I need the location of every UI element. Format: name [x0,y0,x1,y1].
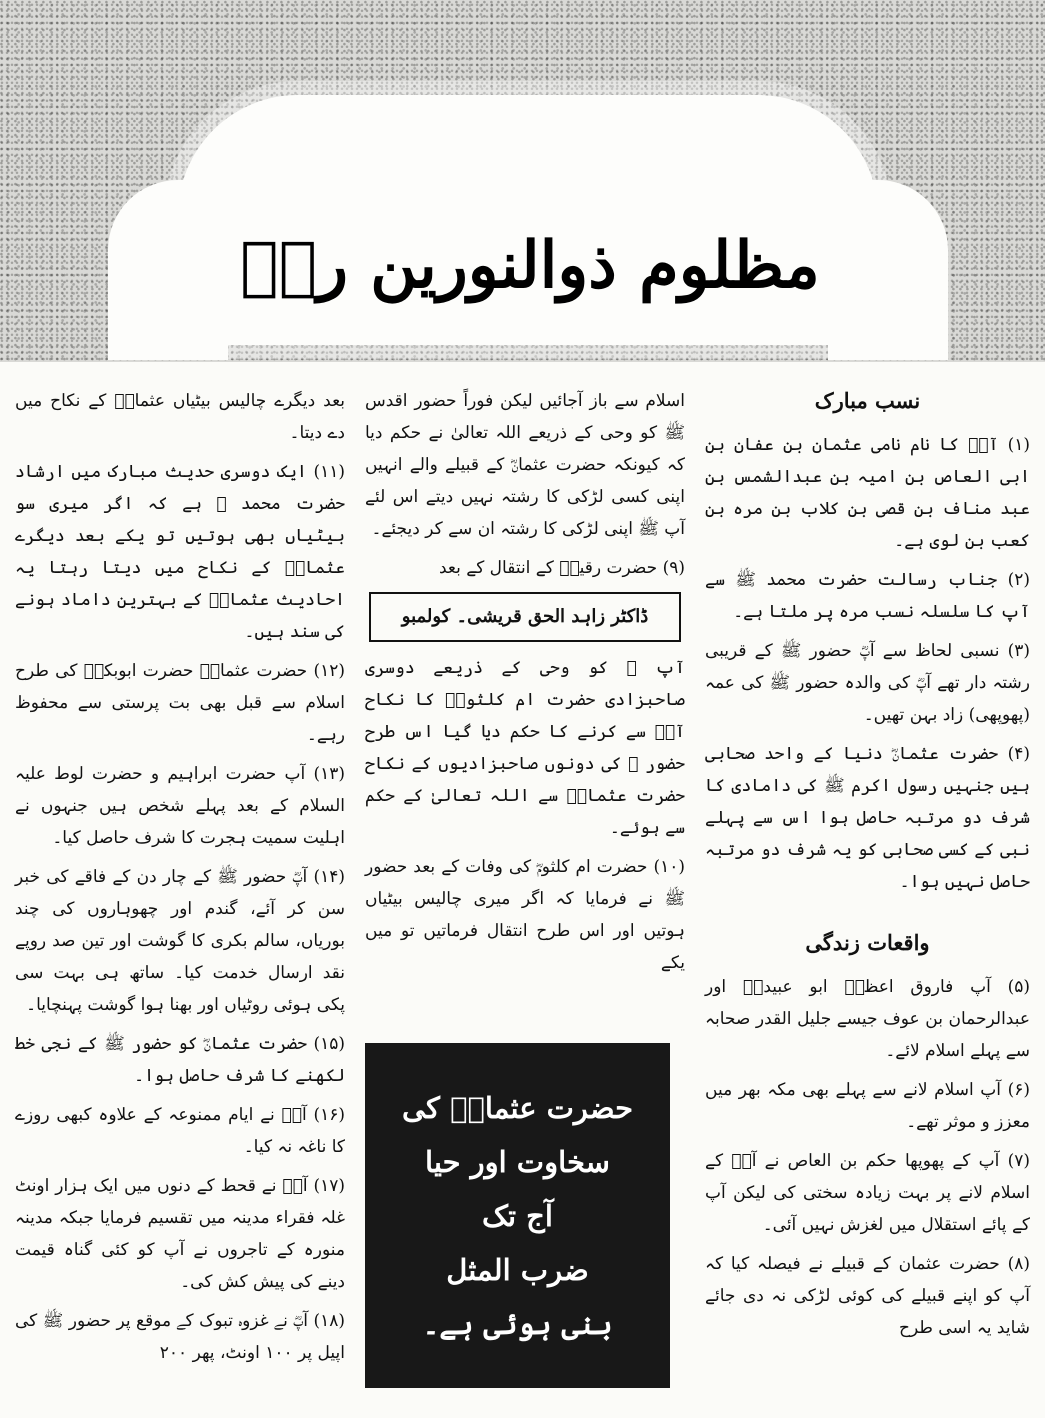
pull-quote-line: آج تک [482,1198,553,1233]
paragraph: (۵) آپ فاروق اعظمؓ ابو عبیدہؓ اور عبدالرحمان بن عوف جیسے جلیل القدر صحابہ سے پہلے اسلام لائے۔ [705,977,1030,1061]
paragraph: (۳) نسبی لحاظ سے آپؓ حضور ﷺ کے قریبی رشتہ دار تھے آپؓ کی والدہ حضور ﷺ کی عمہ (پھوپھی) زاد بہن تھیں۔ [705,641,1030,725]
pull-quote-line: سخاوت اور حیا [425,1144,610,1179]
paragraph: اسلام سے باز آجائیں لیکن فوراً حضور اقدس ﷺ کو وحی کے ذریعے اللہ تعالیٰ نے حکم دیا کہ کیونکہ حضرت عثمانؓ کے قبیلے والے انہیں اپنی کسی لڑکی کا رشتہ نہیں دیتے اس لئے آپ ﷺ اپنی لڑکی کا رشتہ ان سے کر دیجئے۔ [365,391,685,539]
section-heading-life-events: واقعات زندگی [805,930,930,955]
paragraph: (۸) حضرت عثمان کے قبیلے نے فیصلہ کیا کہ آپ کو اپنے قبیلے کی کوئی لڑکی نہ دی جائے شاید یہ اسی طرح [705,1254,1030,1338]
paragraph: بعد دیگرے چالیس بیٹیاں عثمانؓ کے نکاح میں دے دیتا۔ [15,391,345,443]
section-heading-lineage: نسب مبارک [814,388,921,413]
pull-quote-line: ضرب المثل [446,1252,589,1287]
middle-column [365,385,685,986]
paragraph: (۷) آپ کے پھوپھا حکم بن العاص نے آپؓ کے اسلام لانے پر بہت زیادہ سختی کی لیکن آپ کے پائے استقلال میں لغزش نہیں آئی۔ [705,1151,1030,1235]
pull-quote-line: بنی ہوئی ہے۔ [422,1306,613,1341]
paragraph: (۲) جناب رسالت حضرت محمد ﷺ سے آپ کا سلسلہ نسب مرہ پر ملتا ہے۔ [705,570,1030,622]
paragraph: آپ ﷺ کو وحی کے ذریعے دوسری صاحبزادی حضرت ام کلثومؓ کا نکاح آپؓ سے کرنے کا حکم دیا گیا اس طرح حضور ﷺ کی دونوں صاحبزادیوں کے نکاح حضرت عثمانؓ سے اللہ تعالیٰ کے حکم سے ہوئے۔ [365,658,685,838]
paragraph: (۱۵) حضرت عثمانؓ کو حضور ﷺ کے نجی خط لکھنے کا شرف حاصل ہوا۔ [15,1034,345,1086]
left-column [15,385,345,1376]
paragraph: (۱۱) ایک دوسری حدیث مبارک میں ارشاد حضرت محمد ﷺ ہے کہ اگر میری سو بیٹیاں بھی ہوتیں تو یکے بعد دیگرے عثمانؓ کے نکاح میں دیتا رہتا یہ احادیث عثمانؓ کے بہترین داماد ہونے کی سند ہیں۔ [15,462,345,642]
section-spacer [705,905,1030,927]
paragraph: (۶) آپ اسلام لانے سے پہلے بھی مکہ بھر میں معزز و موثر تھے۔ [705,1080,1030,1132]
paragraph: (۹) حضرت رقیہؓ کے انتقال کے بعد [438,558,685,578]
paragraph: (۱۳) آپ حضرت ابراہیم و حضرت لوط علیہ السلام کے بعد پہلے شخص ہیں جنہوں نے اہلیت سمیت ہجرت کا شرف حاصل کیا۔ [15,764,345,848]
author-credit-box: ڈاکٹر زاہد الحق قریشی۔ کولمبو [369,592,681,642]
pull-quote-box [365,1043,670,1388]
paragraph: (۱۷) آپؓ نے قحط کے دنوں میں ایک ہزار اونٹ غلہ فقراء مدینہ میں تقسیم فرمایا جبکہ مدینہ منورہ کے تاجروں نے آپ کو کئی گناہ قیمت دینے کی پیش کش کی۔ [15,1176,345,1292]
paragraph: (۱۰) حضرت ام کلثومؓ کی وفات کے بعد حضور ﷺ نے فرمایا کہ اگر میری چالیس بیٹیاں ہوتیں اور اس طرح انتقال فرماتیں تو میں یکے [365,857,685,973]
paragraph: (۱۸) آپؓ نے غزوہ تبوک کے موقع پر حضور ﷺ کی اپیل پر ۱۰۰ اونٹ، پھر ۲۰۰ [15,1311,345,1363]
paragraph: (۱) آپؓ کا نام نامی عثمان بن عفان بن ابی العاص بن امیہ بن عبدالشمس بن عبد مناف بن قصی بن کلاب بن مرہ بن کعب بن لوی ہے۔ [705,435,1030,551]
paragraph: (۴) حضرت عثمانؓ دنیا کے واحد صحابی ہیں جنہیں رسول اکرم ﷺ کی دامادی کا شرف دو مرتبہ حاصل ہوا اس سے پہلے نبی کے کسی صحابی کو یہ شرف دو مرتبہ حاصل نہیں ہوا۔ [705,744,1030,892]
page-title: مظلوم ذوالنورین رضؓ [240,227,820,303]
pull-quote-line: حضرت عثمانؓ کی [402,1090,634,1125]
paragraph: (۱۴) آپؓ حضور ﷺ کے چار دن کے فاقے کی خبر سن کر آئے، گندم اور چھوہاروں کی چند بوریاں، سالم بکری کا گوشت اور تین صد روپے نقد ارسال خدمت کیا۔ ساتھ ہی بہت سی پکی ہوئی روٹیاں اور بھنا ہوا گوشت پہنچایا۔ [15,867,345,1015]
page-bottom-edge [0,1405,1045,1418]
paragraph: (۱۶) آپؓ نے ایام ممنوعہ کے علاوہ کبھی روزے کا ناغہ نہ کیا۔ [15,1105,345,1157]
paragraph: (۱۲) حضرت عثمانؓ حضرت ابوبکرؓ کی طرح اسلام سے قبل بھی بت پرستی سے محفوظ رہے۔ [15,661,345,745]
right-column [705,385,1030,1351]
